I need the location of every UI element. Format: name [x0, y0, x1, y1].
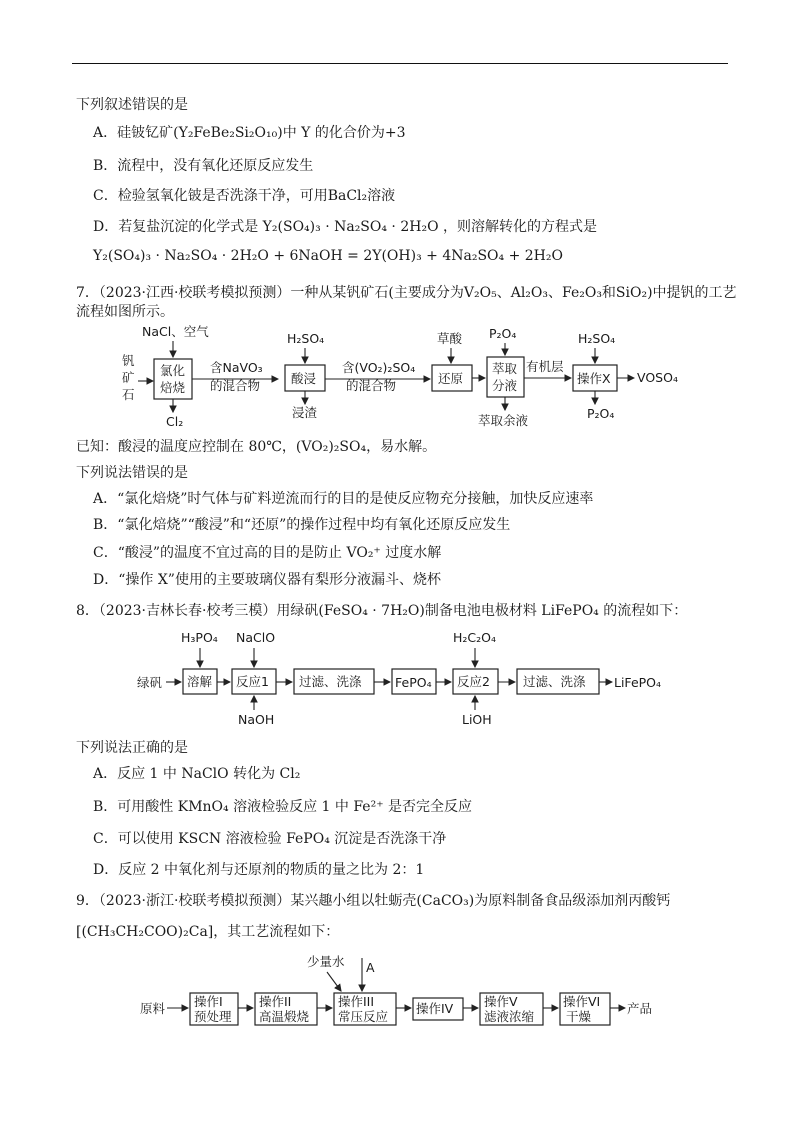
q7-box1-l2: 焙烧	[160, 380, 186, 395]
q7-box4-l1: 萃取	[492, 361, 518, 376]
q7-box4-l2: 分液	[492, 378, 518, 393]
q9-in3: 少量水	[307, 954, 345, 969]
q8-option-d: D．反应 2 中氧化剂与还原剂的物质的量之比为 2：1	[93, 862, 425, 878]
q8-start: 绿矾	[137, 675, 163, 690]
q8-stem-question: 下列说法正确的是	[76, 740, 188, 756]
q9-box1-l1: 操作I	[194, 994, 223, 1009]
q9-box3-l1: 操作III	[338, 994, 375, 1009]
q7-out5: P₂O₄	[587, 406, 615, 421]
q7-input1: NaCl、空气	[142, 324, 209, 339]
q7-input3: 草酸	[437, 331, 463, 346]
q8-option-a: A．反应 1 中 NaClO 转化为 Cl₂	[93, 766, 301, 782]
q7-option-d: D．“操作 X”使用的主要玻璃仪器有梨形分液漏斗、烧杯	[93, 572, 441, 588]
q8-option-b: B．可用酸性 KMnO₄ 溶液检验反应 1 中 Fe²⁺ 是否完全反应	[93, 799, 473, 815]
q7-input4: P₂O₄	[489, 326, 517, 341]
q7-stem-cont: 流程如图所示。	[76, 304, 174, 320]
q8-box1: 溶解	[187, 674, 213, 689]
q8-in1: H₃PO₄	[181, 630, 218, 645]
q6-option-d: D．若复盐沉淀的化学式是 Y₂(SO₄)₃ · Na₂SO₄ · 2H₂O ，则溶解转化的方程式是	[93, 219, 597, 235]
q9-in3b: A	[366, 960, 375, 975]
q9-end: 产品	[627, 1001, 653, 1016]
q7-out1: Cl₂	[166, 414, 184, 429]
q8-box4: FePO₄	[395, 675, 432, 690]
q8-end: LiFePO₄	[614, 675, 662, 690]
q9-box5-l1: 操作V	[484, 994, 518, 1009]
q7-box3: 还原	[438, 371, 464, 386]
q9-stem-cont: [(CH₃CH₂COO)₂Ca]，其工艺流程如下：	[76, 924, 340, 940]
q7-mid2-l1: 含(VO₂)₂SO₄	[342, 360, 416, 375]
q7-option-b: B．“氯化焙烧”“酸浸”和“还原”的操作过程中均有氧化还原反应发生	[93, 517, 511, 533]
q8-box6: 过滤、洗涤	[523, 674, 586, 689]
q9-box1-l2: 预处理	[194, 1009, 232, 1024]
q9-box6-l2: 干燥	[566, 1009, 592, 1024]
q8-box5: 反应2	[457, 674, 490, 689]
q7-box1-l1: 氯化	[160, 363, 186, 378]
q7-known: 已知：酸浸的温度应控制在 80℃，(VO₂)₂SO₄，易水解。	[76, 439, 437, 455]
q7-stem: 7．（2023·江西·校联考模拟预测）一种从某钒矿石(主要成分为V₂O₅、Al₂O₃、Fe₂O₃和SiO₂)中提钒的工艺	[76, 285, 737, 301]
q7-mid2-l2: 的混合物	[346, 378, 397, 393]
q8-in2b: NaOH	[238, 712, 275, 727]
q7-mid4: 有机层	[526, 359, 564, 374]
q7-out4: 萃取余液	[478, 413, 529, 428]
q9-flow	[140, 954, 652, 1025]
q7-option-c: C．“酸浸”的温度不宜过高的目的是防止 VO₂⁺ 过度水解	[93, 545, 442, 561]
q7-input5: H₂SO₄	[578, 331, 616, 346]
q7-option-a: A．“氯化焙烧”时气体与矿料逆流而行的目的是使反应物充分接触，加快反应速率	[93, 491, 594, 507]
q7-start-1: 钒	[122, 353, 135, 368]
q9-box2-l1: 操作II	[259, 994, 292, 1009]
q7-mid1-l2: 的混合物	[210, 378, 261, 393]
q8-stem: 8．（2023·吉林长春·校考三模）用绿矾(FeSO₄ · 7H₂O)制备电池电极材料 LiFePO₄ 的流程如下：	[76, 603, 688, 619]
q6-option-a: A．硅铍钇矿(Y₂FeBe₂Si₂O₁₀)中 Y 的化合价为+3	[93, 125, 406, 141]
q8-box3: 过滤、洗涤	[299, 674, 362, 689]
q7-start-3: 石	[122, 387, 135, 402]
q6-stem: 下列叙述错误的是	[76, 97, 188, 113]
q6-equation: Y₂(SO₄)₃ · Na₂SO₄ · 2H₂O + 6NaOH = 2Y(OH)₃ + 4Na₂SO₄ + 2H₂O	[93, 248, 563, 264]
q9-box5-l2: 滤液浓缩	[484, 1009, 535, 1024]
q9-box4: 操作IV	[416, 1001, 454, 1016]
q7-box2: 酸浸	[291, 371, 317, 386]
q8-in5: H₂C₂O₄	[453, 630, 496, 645]
q7-start-2: 矿	[122, 370, 135, 385]
q9-box3-l2: 常压反应	[338, 1009, 389, 1024]
q7-end: VOSO₄	[637, 370, 678, 385]
q6-option-b: B．流程中，没有氧化还原反应发生	[93, 158, 314, 174]
q7-out2: 浸渣	[292, 405, 318, 420]
q9-stem: 9．（2023·浙江·校联考模拟预测）某兴趣小组以牡蛎壳(CaCO₃)为原料制备食品级添加剂丙酸钙	[76, 893, 671, 909]
q8-flow	[137, 630, 661, 727]
q7-flow	[122, 324, 678, 429]
q9-start: 原料	[140, 1001, 166, 1016]
q7-mid1-l1: 含NaVO₃	[210, 360, 263, 375]
q8-option-c: C．可以使用 KSCN 溶液检验 FePO₄ 沉淀是否洗涤干净	[93, 831, 447, 847]
q6-option-c: C．检验氢氧化铍是否洗涤干净，可用BaCl₂溶液	[93, 188, 396, 204]
q8-in2: NaClO	[236, 630, 276, 645]
q7-input2: H₂SO₄	[287, 331, 325, 346]
q9-box6-l1: 操作VI	[563, 994, 601, 1009]
q7-stem-question: 下列说法错误的是	[76, 465, 188, 481]
q8-in5b: LiOH	[462, 712, 492, 727]
q7-box5: 操作X	[577, 371, 611, 386]
q9-box2-l2: 高温煅烧	[259, 1009, 310, 1024]
q8-box2: 反应1	[236, 674, 269, 689]
